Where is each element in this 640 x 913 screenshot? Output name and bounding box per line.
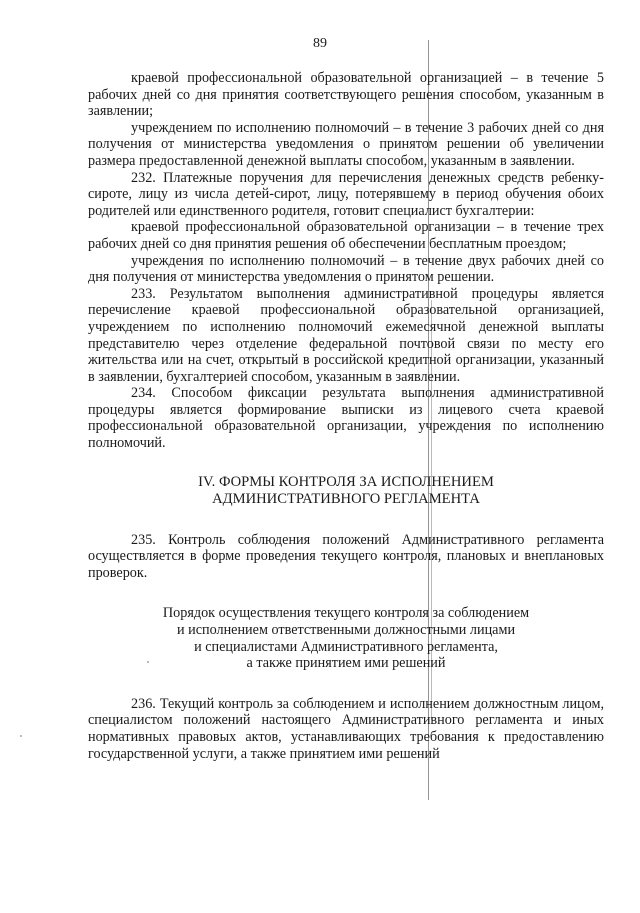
paragraph: 235. Контроль соблюдения положений Административного регламента осуществляется в форме проведения текущего контроля, плановых и внеплановых проверок. (88, 531, 604, 581)
section-heading-line: IV. ФОРМЫ КОНТРОЛЯ ЗА ИСПОЛНЕНИЕМ (198, 473, 494, 490)
subsection-heading-line: и специалистами Административного регламента, (194, 638, 498, 655)
subsection-heading-line: Порядок осуществления текущего контроля за соблюдением (162, 605, 530, 622)
paragraph: 234. Способом фиксации результата выполнения административной процедуры является формирование выписки из лицевого счета краевой профессиональной образовательной организации, учреждения по исполнению полномочий. (88, 385, 604, 452)
paragraph: учреждения по исполнению полномочий – в течение двух рабочих дней со дня получения от министерства уведомления о принятом решении. (88, 252, 604, 286)
paragraph: 236. Текущий контроль за соблюдением и исполнением должностным лицом, специалистом положений настоящего Административного регламента и иных нормативных правовых актов, устанавливающих требования к предоставлению государственной услуги, а также принятием ими решений (88, 695, 604, 762)
paragraph: 232. Платежные поручения для перечисления денежных средств ребенку-сироте, лицу из числа детей-сирот, лицу, потерявшему в период обучения обоих родителей или единственного родителя, готовит специалист бухгалтерии: (88, 169, 604, 219)
paragraph: краевой профессиональной образовательной организации – в течение трех рабочих дней со дня принятия решения об обеспечении бесплатным проездом; (88, 219, 604, 252)
subsection-heading-line: а также принятием ими решений (246, 655, 446, 672)
section-heading-line: АДМИНИСТРАТИВНОГО РЕГЛАМЕНТА (212, 490, 480, 507)
paragraph: краевой профессиональной образовательной организацией – в течение 5 рабочих дней со дня принятия соответствующего решения способом, указанным в заявлении; (88, 70, 604, 120)
paragraph: 233. Результатом выполнения административной процедуры является перечисление краевой профессиональной образовательной организацией, учреждением по исполнению полномочий ежемесячной денежной выплаты представителю через отделение федеральной почтовой связи по месту его жительства или на счет, открытый в российской кредитной организации, указанный в заявлении, бухгалтерией способом, указанным в заявлении. (88, 285, 604, 385)
page-number: 89 (313, 36, 327, 51)
document-body (88, 70, 604, 762)
paragraph: учреждением по исполнению полномочий – в течение 3 рабочих дней со дня получения от министерства уведомления о принятом решении об увеличении размера предоставленной денежной выплаты способом, указанным в заявлении. (88, 119, 604, 169)
section-heading (88, 474, 604, 508)
subsection-heading (88, 605, 604, 671)
subsection-heading-line: и исполнением ответственными должностными лицами (176, 622, 516, 639)
scan-speck (20, 735, 22, 737)
